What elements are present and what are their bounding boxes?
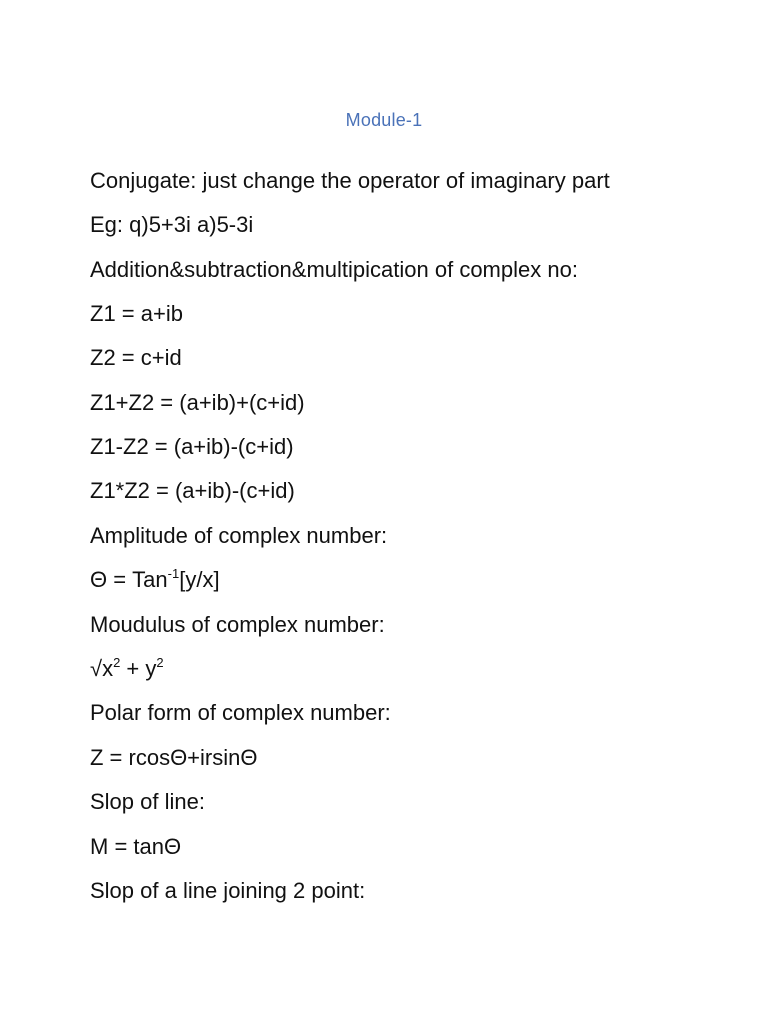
note-line-conjugate: Conjugate: just change the operator of imaginary part xyxy=(90,168,610,193)
page-title: Module-1 xyxy=(345,110,423,130)
formula-superscript: 2 xyxy=(113,655,121,670)
formula-text: + y xyxy=(120,656,157,681)
note-line-slope-heading: Slop of line: xyxy=(90,789,205,814)
formula-superscript: -1 xyxy=(167,566,180,581)
note-line-multiplication: Z1*Z2 = (a+ib)-(c+id) xyxy=(90,478,295,503)
note-line-amplitude-formula xyxy=(90,565,220,595)
note-line-z2: Z2 = c+id xyxy=(90,345,182,370)
note-line-z1: Z1 = a+ib xyxy=(90,301,183,326)
note-line-polar-heading: Polar form of complex number: xyxy=(90,700,391,725)
note-line-modulus-heading: Moudulus of complex number: xyxy=(90,612,385,637)
note-line-example: Eg: q)5+3i a)5-3i xyxy=(90,212,254,237)
formula-superscript: 2 xyxy=(156,655,164,670)
note-line-addition: Z1+Z2 = (a+ib)+(c+id) xyxy=(90,390,305,415)
note-line-polar-formula: Z = rcosΘ+irsinΘ xyxy=(90,745,258,770)
note-line-operations-heading: Addition&subtraction&multipication of complex no: xyxy=(90,257,578,282)
formula-text: Θ = Tan xyxy=(90,567,168,592)
formula-text: √x xyxy=(90,656,114,681)
note-line-slope-formula: M = tanΘ xyxy=(90,834,182,859)
note-line-modulus-formula xyxy=(90,654,164,684)
note-line-subtraction: Z1-Z2 = (a+ib)-(c+id) xyxy=(90,434,294,459)
formula-text: [y/x] xyxy=(179,567,220,592)
note-line-slope-two-points: Slop of a line joining 2 point: xyxy=(90,878,366,903)
note-line-amplitude-heading: Amplitude of complex number: xyxy=(90,523,388,548)
